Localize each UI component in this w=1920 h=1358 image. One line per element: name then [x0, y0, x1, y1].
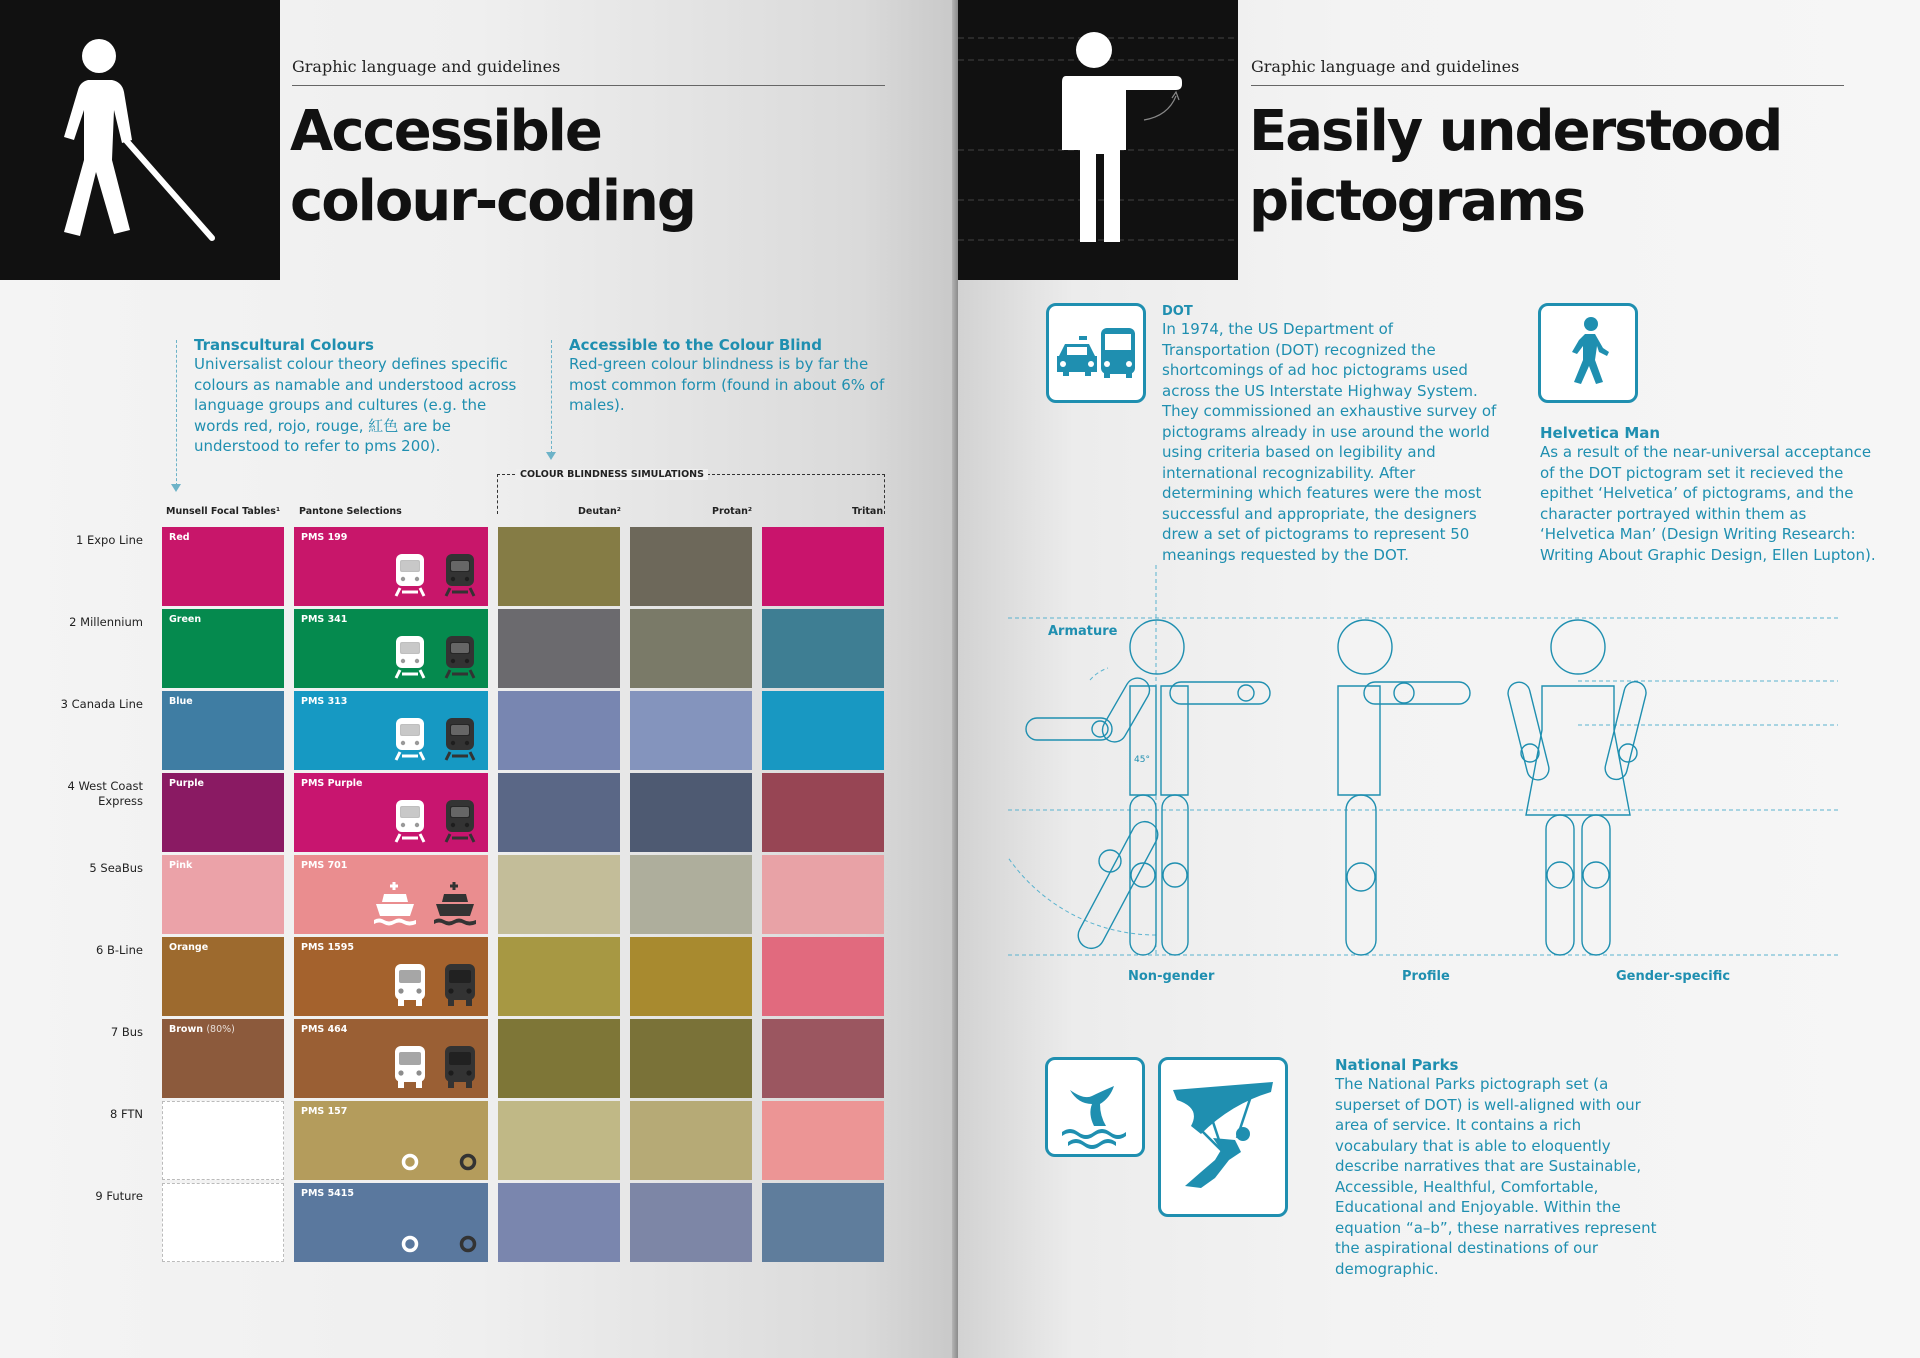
row-label: 7 Bus: [110, 1025, 143, 1039]
diagram-label-gender-specific: Gender-specific: [1616, 969, 1731, 984]
swatch-pantone: [294, 609, 488, 688]
parks-heading: National Parks: [1335, 1056, 1459, 1074]
swatch-name: Brown (80%): [169, 1024, 235, 1035]
pantone-code: PMS 1595: [301, 942, 355, 953]
train-icon: [392, 634, 478, 680]
swatch-tritan: [762, 937, 884, 1016]
column-header-tritan: Tritan: [852, 506, 884, 517]
simulation-bracket: [497, 474, 885, 514]
header-rule: [292, 85, 885, 86]
swatch-protan: [630, 1101, 752, 1180]
blind-person-icon: [0, 0, 280, 280]
dashed-arrow: [176, 340, 177, 486]
swatch-name: Orange: [169, 942, 209, 953]
simulation-heading: COLOUR BLINDNESS SIMULATIONS: [516, 469, 708, 480]
swatch-protan: [630, 937, 752, 1016]
swatch-deutan: [498, 937, 620, 1016]
header-rule: [1251, 85, 1844, 86]
intro-body: Red-green colour blindness is by far the most common form (found in about 6% of males).: [569, 355, 885, 414]
swatch-protan: [630, 691, 752, 770]
swatch-protan: [630, 1183, 752, 1262]
swatch-tritan: [762, 691, 884, 770]
swatch-pantone: [294, 1101, 488, 1180]
train-icon: [392, 716, 478, 762]
arrow-head: [171, 484, 181, 492]
intro-heading: Transcultural Colours: [194, 336, 374, 354]
row-label: 1 Expo Line: [75, 533, 143, 547]
column-header-munsell: Munsell Focal Tables¹: [166, 506, 281, 517]
swatch-deutan: [498, 855, 620, 934]
pointing-person-icon: [958, 0, 1238, 280]
dot-body: In 1974, the US Department of Transportation (DOT) recognized the shortcomings of ad hoc pictograms used across the US Interstate Highway System. They commissioned an exhaustive survey of pictograms already in use around the world using criteria based on legibility and international recognizability. After determining which features were the most successful and appropriate, the designers drew a set of pictograms to represent 50 meanings requested by the DOT.: [1162, 320, 1497, 564]
ring-icon: [400, 1234, 478, 1254]
swatch-deutan: [498, 691, 620, 770]
pantone-code: PMS 157: [301, 1106, 348, 1117]
swatch-pantone: [294, 1019, 488, 1098]
page-title-line2: pictograms: [1249, 169, 1584, 234]
swatch-deutan: [498, 773, 620, 852]
swatch-munsell: [162, 855, 284, 934]
swatch-munsell: [162, 1183, 284, 1262]
swatch-tritan: [762, 773, 884, 852]
swatch-name: Pink: [169, 860, 193, 871]
pantone-code: PMS Purple: [301, 778, 363, 789]
intro-colour-blind: [569, 336, 889, 416]
swatch-protan: [630, 855, 752, 934]
helvetica-body: As a result of the near-universal acceptance of the DOT pictogram set it recieved the epithet ‘Helvetica’ of pictograms, and the character portrayed within them as ‘Helvetica Man’ (Design Writing Research: Writing About Graphic Design, Ellen Lupton).: [1540, 443, 1876, 564]
dashed-arrow: [551, 340, 552, 454]
taxi-bus-icon: [1046, 303, 1146, 403]
diagram-label-profile: Profile: [1402, 969, 1450, 984]
swatch-protan: [630, 609, 752, 688]
ferry-icon: [372, 880, 478, 926]
bus-icon: [392, 962, 478, 1008]
parks-body: The National Parks pictograph set (a superset of DOT) is well-aligned with our area of service. It contains a rich vocabulary that is able to eloquently describe narratives that are Sustainable, Accessible, Healthful, Comfortable, Educational and Enjoyable. Within the equation “a–b”, these narratives represent the aspirational destinations of our demographic.: [1335, 1075, 1657, 1278]
row-label: 6 B-Line: [96, 943, 143, 957]
swatch-name: Red: [169, 532, 190, 543]
train-icon: [392, 552, 478, 598]
column-header-deutan: Deutan²: [578, 506, 621, 517]
swatch-tritan: [762, 1183, 884, 1262]
swatch-pantone: [294, 1183, 488, 1262]
swatch-pantone: [294, 937, 488, 1016]
swatch-munsell: [162, 937, 284, 1016]
swatch-tritan: [762, 527, 884, 606]
swatch-deutan: [498, 1183, 620, 1262]
swatch-pantone: [294, 855, 488, 934]
dot-section: [1162, 304, 1502, 565]
angle-label: 45°: [1134, 755, 1150, 765]
column-header-protan: Protan²: [712, 506, 753, 517]
helvetica-man-section: [1540, 424, 1880, 565]
swatch-tritan: [762, 855, 884, 934]
page-title-line2: colour-coding: [290, 169, 695, 234]
arrow-head: [546, 452, 556, 460]
swatch-name: Blue: [169, 696, 193, 707]
section-label: Graphic language and guidelines: [1251, 57, 1520, 76]
walking-man-icon: [1538, 303, 1638, 403]
pantone-code: PMS 5415: [301, 1188, 355, 1199]
row-label: 9 Future: [95, 1189, 143, 1203]
swatch-tritan: [762, 1101, 884, 1180]
armature-label: Armature: [1048, 624, 1118, 639]
right-page: [958, 0, 1920, 1358]
swatch-munsell: [162, 609, 284, 688]
swatch-deutan: [498, 1101, 620, 1180]
swatch-protan: [630, 1019, 752, 1098]
column-header-pantone: Pantone Selections: [299, 506, 402, 517]
bus-icon: [392, 1044, 478, 1090]
row-label: 2 Millennium: [69, 615, 143, 629]
helvetica-heading: Helvetica Man: [1540, 424, 1661, 442]
pantone-code: PMS 313: [301, 696, 348, 707]
train-icon: [392, 798, 478, 844]
swatch-munsell: [162, 1101, 284, 1180]
armature-diagram: [1008, 555, 1888, 985]
national-parks-section: [1335, 1056, 1665, 1279]
swatch-deutan: [498, 527, 620, 606]
swatch-munsell: [162, 691, 284, 770]
pantone-code: PMS 199: [301, 532, 348, 543]
swatch-munsell: [162, 773, 284, 852]
left-page: [0, 0, 958, 1358]
swatch-deutan: [498, 1019, 620, 1098]
pantone-code: PMS 464: [301, 1024, 348, 1035]
intro-heading: Accessible to the Colour Blind: [569, 336, 822, 354]
intro-body: Universalist colour theory defines specific colours as namable and understood across language groups and cultures (e.g. the words red, rojo, rouge, 紅色 are be understood to refer to pms 200).: [194, 355, 517, 455]
swatch-protan: [630, 773, 752, 852]
swatch-munsell: [162, 527, 284, 606]
swatch-name: Green: [169, 614, 202, 625]
swatch-pantone: [294, 527, 488, 606]
page-title-line1: Easily understood: [1249, 99, 1782, 164]
swatch-tritan: [762, 1019, 884, 1098]
hang-glider-icon: [1158, 1057, 1288, 1217]
page-title-line1: Accessible: [290, 99, 601, 164]
swatch-deutan: [498, 609, 620, 688]
ring-icon: [400, 1152, 478, 1172]
swatch-name: Purple: [169, 778, 204, 789]
row-label: 8 FTN: [109, 1107, 143, 1121]
swatch-tritan: [762, 609, 884, 688]
intro-transcultural: [194, 336, 524, 457]
row-label: 4 West Coast Express: [67, 779, 143, 808]
swatch-pantone: [294, 691, 488, 770]
pantone-code: PMS 701: [301, 860, 348, 871]
pantone-code: PMS 341: [301, 614, 348, 625]
row-label: 5 SeaBus: [89, 861, 143, 875]
row-label: 3 Canada Line: [60, 697, 143, 711]
diagram-label-non-gender: Non-gender: [1128, 969, 1215, 984]
whale-tail-icon: [1045, 1057, 1145, 1157]
swatch-munsell: [162, 1019, 284, 1098]
swatch-protan: [630, 527, 752, 606]
swatch-pantone: [294, 773, 488, 852]
section-label: Graphic language and guidelines: [292, 57, 561, 76]
dot-heading: DOT: [1162, 304, 1193, 319]
